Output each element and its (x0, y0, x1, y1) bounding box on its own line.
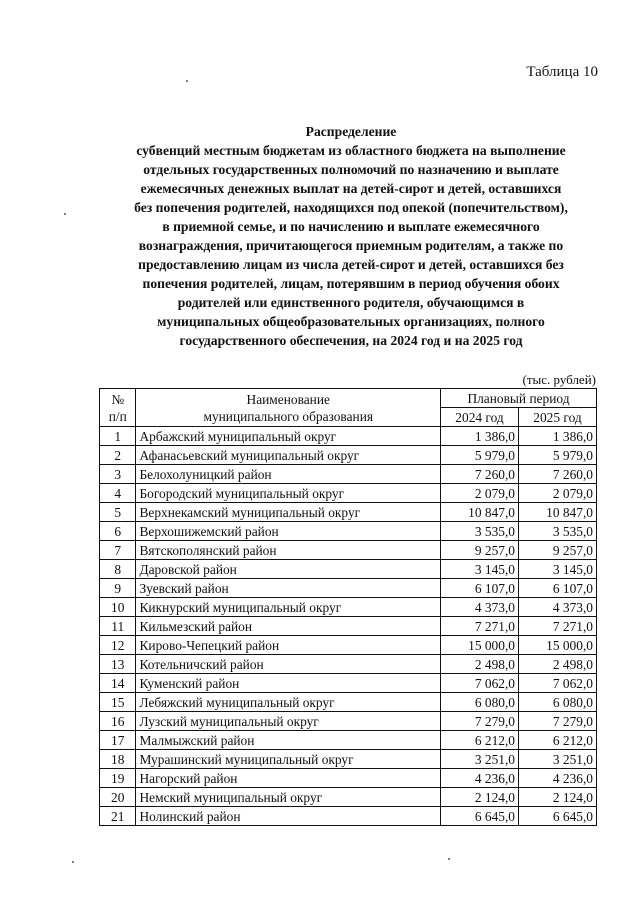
row-value-2024: 6 645,0 (441, 807, 519, 826)
row-value-2024: 7 260,0 (441, 465, 519, 484)
table-row (100, 750, 597, 769)
row-name: Зуевский район (136, 579, 441, 598)
row-number: 19 (100, 769, 136, 788)
row-name: Кикнурский муниципальный округ (136, 598, 441, 617)
row-number: 10 (100, 598, 136, 617)
table-body (100, 427, 597, 826)
title-line: без попечения родителей, находящихся под опекой (попечительством), (134, 200, 568, 215)
row-value-2024: 4 373,0 (441, 598, 519, 617)
row-value-2024: 7 279,0 (441, 712, 519, 731)
table-row (100, 617, 597, 636)
row-value-2025: 4 236,0 (519, 769, 597, 788)
document-title (96, 122, 606, 350)
row-value-2025: 15 000,0 (519, 636, 597, 655)
title-line: муниципальных общеобразовательных организациях, полного (157, 314, 545, 329)
title-heading: Распределение (305, 124, 397, 139)
row-value-2025: 6 107,0 (519, 579, 597, 598)
row-number: 21 (100, 807, 136, 826)
header-num (100, 389, 136, 427)
table-row (100, 446, 597, 465)
table-row (100, 427, 597, 446)
row-number: 2 (100, 446, 136, 465)
table-label: Таблица 10 (526, 64, 598, 80)
row-name: Вятскополянский район (136, 541, 441, 560)
row-value-2025: 6 080,0 (519, 693, 597, 712)
row-name: Нагорский район (136, 769, 441, 788)
row-name: Верхошижемский район (136, 522, 441, 541)
row-name: Даровской район (136, 560, 441, 579)
scan-speck (186, 80, 188, 82)
row-name: Мурашинский муниципальный округ (136, 750, 441, 769)
row-number: 7 (100, 541, 136, 560)
table-row (100, 788, 597, 807)
table-row (100, 769, 597, 788)
table-row (100, 598, 597, 617)
table-row (100, 693, 597, 712)
row-value-2025: 3 535,0 (519, 522, 597, 541)
header-year-2024: 2024 год (441, 408, 519, 427)
distribution-table (99, 388, 597, 826)
row-value-2024: 6 212,0 (441, 731, 519, 750)
row-value-2024: 7 062,0 (441, 674, 519, 693)
row-name: Котельничский район (136, 655, 441, 674)
row-name: Кирово-Чепецкий район (136, 636, 441, 655)
row-value-2025: 7 062,0 (519, 674, 597, 693)
row-value-2024: 4 236,0 (441, 769, 519, 788)
row-number: 4 (100, 484, 136, 503)
row-value-2024: 2 079,0 (441, 484, 519, 503)
table-row (100, 712, 597, 731)
row-name: Верхнекамский муниципальный округ (136, 503, 441, 522)
row-name: Кильмезский район (136, 617, 441, 636)
row-value-2024: 10 847,0 (441, 503, 519, 522)
table-row (100, 465, 597, 484)
row-value-2024: 6 107,0 (441, 579, 519, 598)
row-value-2025: 10 847,0 (519, 503, 597, 522)
row-value-2024: 3 251,0 (441, 750, 519, 769)
row-value-2025: 2 079,0 (519, 484, 597, 503)
row-number: 17 (100, 731, 136, 750)
row-value-2025: 9 257,0 (519, 541, 597, 560)
row-number: 18 (100, 750, 136, 769)
row-name: Богородский муниципальный округ (136, 484, 441, 503)
header-period: Плановый период (441, 389, 597, 408)
title-line: вознаграждения, причитающегося приемным родителям, а также по (138, 238, 564, 253)
row-value-2025: 7 260,0 (519, 465, 597, 484)
row-name: Нолинский район (136, 807, 441, 826)
row-number: 12 (100, 636, 136, 655)
row-number: 11 (100, 617, 136, 636)
header-name-line1: Наименование (246, 391, 330, 407)
row-name: Немский муниципальный округ (136, 788, 441, 807)
row-value-2025: 7 271,0 (519, 617, 597, 636)
title-line: государственного обеспечения, на 2024 год и на 2025 год (179, 333, 523, 348)
row-number: 16 (100, 712, 136, 731)
row-name: Малмыжский район (136, 731, 441, 750)
scan-speck (72, 861, 74, 863)
table-row (100, 522, 597, 541)
scan-speck (64, 213, 66, 215)
row-value-2025: 2 124,0 (519, 788, 597, 807)
title-line: родителей или единственного родителя, обучающимся в (177, 295, 525, 310)
row-name: Лебяжский муниципальный округ (136, 693, 441, 712)
table-row (100, 636, 597, 655)
header-name (136, 389, 441, 427)
scan-speck (448, 858, 450, 860)
row-number: 8 (100, 560, 136, 579)
row-value-2025: 7 279,0 (519, 712, 597, 731)
table-row (100, 731, 597, 750)
table-row (100, 541, 597, 560)
header-year-2025: 2025 год (519, 408, 597, 427)
row-value-2025: 3 145,0 (519, 560, 597, 579)
table-row (100, 503, 597, 522)
row-value-2024: 1 386,0 (441, 427, 519, 446)
table-row (100, 655, 597, 674)
row-number: 13 (100, 655, 136, 674)
row-value-2025: 6 212,0 (519, 731, 597, 750)
row-number: 1 (100, 427, 136, 446)
row-value-2025: 2 498,0 (519, 655, 597, 674)
units-label: (тыс. рублей) (522, 372, 596, 387)
row-value-2024: 3 535,0 (441, 522, 519, 541)
row-number: 5 (100, 503, 136, 522)
title-line: в приемной семье, и по начислению и выплате ежемесячного (162, 219, 540, 234)
title-line: отдельных государственных полномочий по назначению и выплате (143, 162, 559, 177)
row-number: 20 (100, 788, 136, 807)
row-value-2024: 15 000,0 (441, 636, 519, 655)
header-name-line2: муниципального образования (203, 408, 374, 424)
table-row (100, 674, 597, 693)
row-name: Арбажский муниципальный округ (136, 427, 441, 446)
header-num-symbol: № (111, 391, 125, 407)
row-name: Лузский муниципальный округ (136, 712, 441, 731)
row-value-2025: 5 979,0 (519, 446, 597, 465)
title-line: ежемесячных денежных выплат на детей-сирот и детей, оставшихся (140, 181, 562, 196)
row-number: 15 (100, 693, 136, 712)
row-number: 9 (100, 579, 136, 598)
row-value-2024: 2 124,0 (441, 788, 519, 807)
row-value-2025: 6 645,0 (519, 807, 597, 826)
row-value-2024: 9 257,0 (441, 541, 519, 560)
row-value-2024: 5 979,0 (441, 446, 519, 465)
row-value-2025: 1 386,0 (519, 427, 597, 446)
table-row (100, 579, 597, 598)
table-row (100, 560, 597, 579)
row-value-2025: 3 251,0 (519, 750, 597, 769)
row-name: Белохолуницкий район (136, 465, 441, 484)
title-line: предоставлению лицам из числа детей-сирот и детей, оставшихся без (138, 257, 564, 272)
row-name: Куменский район (136, 674, 441, 693)
row-number: 6 (100, 522, 136, 541)
header-num-label: п/п (108, 408, 127, 424)
row-name: Афанасьевский муниципальный округ (136, 446, 441, 465)
row-value-2024: 6 080,0 (441, 693, 519, 712)
row-value-2024: 3 145,0 (441, 560, 519, 579)
row-value-2024: 7 271,0 (441, 617, 519, 636)
row-value-2025: 4 373,0 (519, 598, 597, 617)
table-row (100, 807, 597, 826)
table-row (100, 484, 597, 503)
row-value-2024: 2 498,0 (441, 655, 519, 674)
title-line: попечения родителей, лицам, потерявшим в период обучения обоих (142, 276, 560, 291)
row-number: 14 (100, 674, 136, 693)
row-number: 3 (100, 465, 136, 484)
title-line: субвенций местным бюджетам из областного бюджета на выполнение (136, 143, 566, 158)
